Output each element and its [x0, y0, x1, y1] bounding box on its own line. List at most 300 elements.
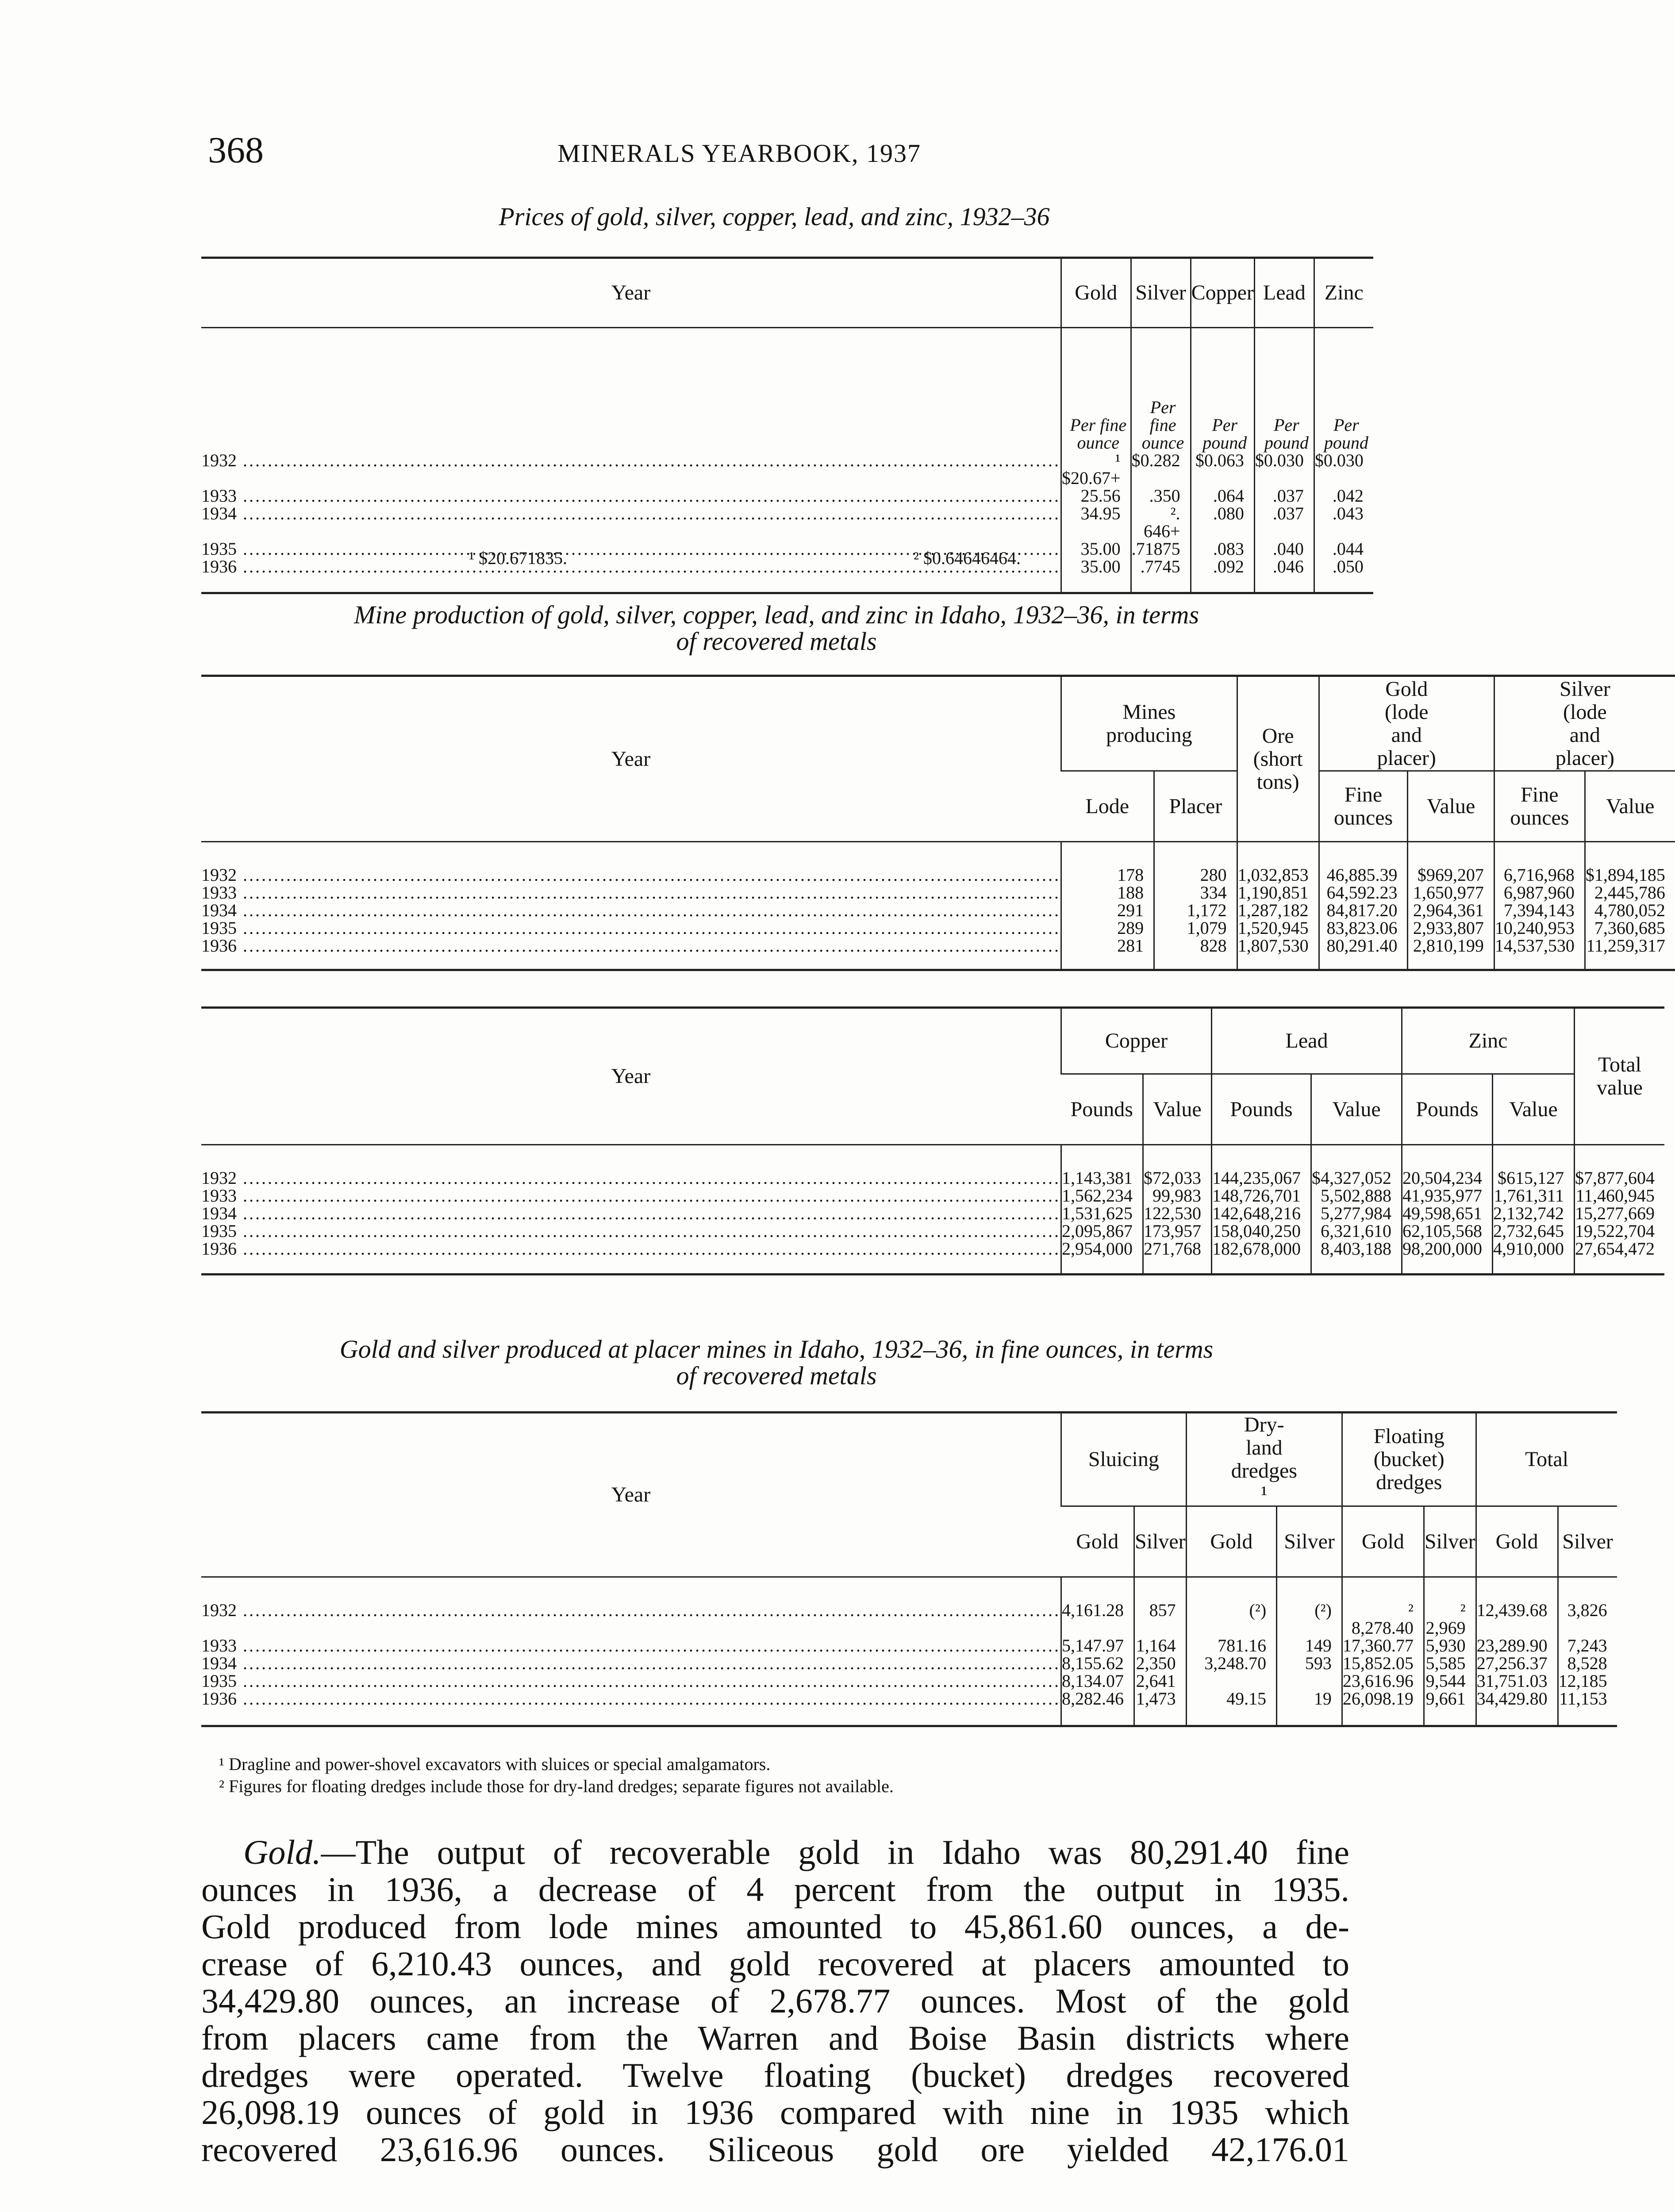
spacer-row	[201, 1258, 1664, 1275]
spacer-row	[201, 842, 1675, 866]
year-label: 1935 .....	[201, 919, 1060, 937]
table-cell	[1131, 487, 1191, 505]
table-cell	[1402, 1205, 1493, 1222]
t3-sluicing-silver: Silver	[1134, 1506, 1187, 1577]
t3-sluicing-gold: Gold	[1061, 1506, 1134, 1577]
table-cell	[1476, 1601, 1558, 1637]
table-cell	[1493, 1169, 1575, 1187]
row-year	[201, 505, 1061, 540]
table-cell	[1212, 1187, 1311, 1205]
cell-value: .7745	[1140, 556, 1180, 576]
cell-value: 11,153	[1559, 1688, 1607, 1709]
table-cell	[1061, 1637, 1134, 1655]
cell-value: 12,439.68	[1476, 1600, 1548, 1620]
table-row	[201, 1672, 1617, 1690]
spacer-cell	[1277, 1708, 1342, 1726]
cell-value: 2,132,742	[1493, 1203, 1564, 1223]
cell-value: 35.00	[1080, 538, 1121, 559]
col-zinc: Zinc	[1314, 258, 1373, 328]
cell-value: 98,200,000	[1402, 1238, 1482, 1259]
table-cell	[1237, 919, 1319, 937]
table-cell	[1237, 902, 1319, 919]
table-row	[201, 1205, 1664, 1222]
t3-dryland-header: Dry-land dredges ¹	[1186, 1413, 1342, 1506]
table-cell	[1134, 1690, 1187, 1708]
table-cell	[1186, 1672, 1276, 1690]
spacer-cell	[1493, 1258, 1575, 1275]
cell-value: 1,164	[1136, 1635, 1176, 1655]
cell-value: 1,287,182	[1237, 900, 1309, 920]
table-cell	[1061, 866, 1154, 884]
table-cell	[1408, 919, 1494, 937]
spacer-cell	[1319, 955, 1408, 970]
table-cell	[1143, 1240, 1212, 1258]
table-cell	[1061, 1672, 1134, 1690]
table-cell	[1493, 1205, 1575, 1222]
table2-caption-line2: of recovered metals	[676, 627, 877, 656]
spacer-cell	[1061, 1145, 1143, 1169]
spacer-cell	[201, 1577, 1061, 1601]
spacer-cell	[1311, 1145, 1402, 1169]
cell-value: 14,537,530	[1494, 935, 1575, 956]
table-row	[201, 558, 1373, 576]
table-cell	[1143, 1205, 1212, 1222]
paragraph-lead: Gold.	[243, 1833, 321, 1871]
cell-value: 8,403,188	[1321, 1238, 1391, 1259]
table-cell	[1408, 902, 1494, 919]
cell-value: .044	[1332, 538, 1364, 559]
table-cell	[1402, 1169, 1493, 1187]
cell-value: 289	[1117, 918, 1144, 938]
table-cell	[1154, 902, 1237, 919]
table-cell	[1061, 937, 1154, 955]
paragraph-line: 34,429.80 ounces, an increase of 2,678.77 ounces. Most of the gold	[201, 1982, 1349, 2020]
cell-value: 2,964,361	[1413, 900, 1484, 920]
row-year	[201, 1601, 1061, 1637]
table-row	[201, 1240, 1664, 1258]
table-cell	[1061, 487, 1131, 505]
table-cell	[1424, 1672, 1476, 1690]
cell-value: .71875	[1131, 538, 1180, 559]
spacer-cell	[1061, 842, 1154, 866]
table-cell	[1254, 452, 1314, 487]
table-cell	[1186, 1637, 1276, 1655]
p1-silver-value-header: Value	[1585, 771, 1675, 842]
cell-value: 173,957	[1144, 1221, 1201, 1241]
table-cell	[1314, 452, 1373, 487]
table-cell	[1424, 1601, 1476, 1637]
unit-label: Per fine ounce	[1131, 328, 1191, 452]
table-cell	[1402, 1187, 1493, 1205]
table-cell	[1212, 1169, 1311, 1187]
cell-value: 4,910,000	[1493, 1238, 1564, 1259]
table-cell	[1408, 866, 1494, 884]
cell-value: $4,327,052	[1312, 1167, 1391, 1188]
cell-value: 1,562,234	[1062, 1185, 1133, 1206]
spacer-cell	[1319, 842, 1408, 866]
p1-gold-header: Gold (lode and placer)	[1319, 676, 1494, 771]
year-label: 1932 .....	[201, 866, 1060, 884]
table-cell	[1575, 1205, 1665, 1222]
table-cell	[1476, 1655, 1558, 1672]
table-cell	[1237, 937, 1319, 955]
cell-value: 8,282.46	[1062, 1688, 1124, 1709]
col-gold: Gold	[1061, 258, 1131, 328]
table-cell	[1277, 1655, 1342, 1672]
spacer-cell	[1408, 842, 1494, 866]
cell-value: 7,394,143	[1503, 900, 1575, 920]
cell-value: 9,661	[1425, 1688, 1466, 1709]
table-cell	[1314, 558, 1373, 576]
table-cell	[1585, 884, 1675, 902]
spacer-cell	[201, 576, 1061, 593]
units-spacer	[201, 328, 1061, 452]
cell-value: 178	[1117, 864, 1144, 885]
table-cell	[1424, 1637, 1476, 1655]
table3-footnote-2: ² Figures for floating dredges include those for dry-land dredges; separate figures not available.	[219, 1776, 894, 1796]
table-cell	[1408, 937, 1494, 955]
table-cell	[1575, 1240, 1665, 1258]
table-row	[201, 919, 1675, 937]
table-cell	[1319, 866, 1408, 884]
row-year	[201, 919, 1061, 937]
table-cell	[1186, 1690, 1276, 1708]
cell-value: $0.030	[1314, 450, 1364, 470]
p2-total-header: Total value	[1575, 1008, 1665, 1145]
cell-value: $1,894,185	[1585, 864, 1665, 885]
cell-value: 2,954,000	[1062, 1238, 1133, 1259]
cell-value: 5,930	[1425, 1635, 1466, 1655]
table-cell	[1143, 1222, 1212, 1240]
table-cell	[1061, 540, 1131, 558]
table-row	[201, 1690, 1617, 1708]
spacer-cell	[201, 955, 1061, 970]
cell-value: 80,291.40	[1326, 935, 1398, 956]
spacer-cell	[1424, 1577, 1476, 1601]
cell-value: 781.16	[1218, 1635, 1267, 1655]
table-cell	[1061, 452, 1131, 487]
cell-value: .050	[1332, 556, 1364, 576]
p2-copper-value-header: Value	[1143, 1074, 1212, 1145]
spacer-cell	[1314, 576, 1373, 593]
year-label: 1933 .....	[201, 1187, 1060, 1205]
t3-year-header: Year	[201, 1413, 1061, 1577]
cell-value: 2,350	[1136, 1653, 1176, 1673]
table-cell	[1061, 884, 1154, 902]
spacer-cell	[1212, 1145, 1311, 1169]
col-silver: Silver	[1131, 258, 1191, 328]
cell-value: 271,768	[1144, 1238, 1201, 1259]
col-lead: Lead	[1254, 258, 1314, 328]
table-cell	[1154, 884, 1237, 902]
table-row	[201, 866, 1675, 884]
table-cell	[1558, 1672, 1617, 1690]
table-cell	[1212, 1240, 1311, 1258]
row-year	[201, 452, 1061, 487]
table-cell	[1314, 505, 1373, 540]
p2-zinc-value-header: Value	[1493, 1074, 1575, 1145]
cell-value: .092	[1213, 556, 1244, 576]
spacer-cell	[1061, 955, 1154, 970]
cell-value: $0.282	[1131, 450, 1180, 470]
p2-lead-value-header: Value	[1311, 1074, 1402, 1145]
table-cell	[1191, 558, 1254, 576]
table-cell	[1131, 452, 1191, 487]
p2-copper-header: Copper	[1061, 1008, 1212, 1074]
table-cell	[1134, 1655, 1187, 1672]
cell-value: 17,360.77	[1342, 1635, 1414, 1655]
table-row	[201, 902, 1675, 919]
row-year	[201, 937, 1061, 955]
table-cell	[1154, 937, 1237, 955]
table-cell	[1254, 487, 1314, 505]
cell-value: .046	[1272, 556, 1304, 576]
cell-value: 23,289.90	[1476, 1635, 1548, 1655]
cell-value: 49,598,651	[1402, 1203, 1482, 1223]
table-row	[201, 505, 1373, 540]
table-cell	[1061, 1205, 1143, 1222]
year-label: 1933 .....	[201, 1637, 1060, 1655]
unit-label: Per pound	[1254, 328, 1314, 452]
table-cell	[1342, 1690, 1424, 1708]
year-label: 1934 .....	[201, 1205, 1060, 1222]
cell-value: 1,807,530	[1237, 935, 1309, 956]
table-cell	[1061, 902, 1154, 919]
table-cell	[1493, 1222, 1575, 1240]
table-cell	[1061, 558, 1131, 576]
table-cell	[1585, 937, 1675, 955]
table-cell	[1237, 866, 1319, 884]
cell-value: 2,810,199	[1413, 935, 1484, 956]
table-cell	[1154, 866, 1237, 884]
t3-total-silver: Silver	[1558, 1506, 1617, 1577]
table-row	[201, 1222, 1664, 1240]
spacer-row	[201, 955, 1675, 970]
year-label: 1934 .....	[201, 902, 1060, 919]
cell-value: 1,520,945	[1237, 918, 1309, 938]
table-cell	[1342, 1655, 1424, 1672]
cell-value: 2,641	[1136, 1671, 1176, 1691]
cell-value: 11,259,317	[1586, 935, 1665, 956]
cell-value: 2,933,807	[1413, 918, 1484, 938]
table-cell	[1254, 558, 1314, 576]
cell-value: (²)	[1249, 1600, 1267, 1620]
paragraph-line: 26,098.19 ounces of gold in 1936 compared with nine in 1935 which	[201, 2093, 1349, 2131]
cell-value: 27,654,472	[1575, 1238, 1655, 1259]
row-year	[201, 487, 1061, 505]
row-year	[201, 1672, 1061, 1690]
gold-paragraph	[201, 1834, 1349, 2168]
spacer-cell	[1061, 1577, 1134, 1601]
cell-value: 11,460,945	[1575, 1185, 1655, 1206]
table2-caption-line1: Mine production of gold, silver, copper, lead, and zinc in Idaho, 1932–36, in terms	[353, 600, 1199, 629]
cell-value: 15,277,669	[1575, 1203, 1655, 1223]
cell-value: .042	[1332, 485, 1364, 506]
table-cell	[1424, 1690, 1476, 1708]
unit-label: Per fine ounce	[1061, 328, 1131, 452]
cell-value: 84,817.20	[1326, 900, 1398, 920]
table-row	[201, 452, 1373, 487]
table1-caption: Prices of gold, silver, copper, lead, and zinc, 1932–36	[499, 202, 1050, 231]
spacer-cell	[1476, 1708, 1558, 1726]
running-title: MINERALS YEARBOOK, 1937	[557, 139, 922, 168]
p2-copper-pounds-header: Pounds	[1061, 1074, 1143, 1145]
spacer-row	[201, 1145, 1664, 1169]
table-cell	[1314, 540, 1373, 558]
t3-total-header: Total	[1476, 1413, 1617, 1506]
spacer-row	[201, 1577, 1617, 1601]
cell-value: 1,761,311	[1494, 1185, 1564, 1206]
cell-value: .037	[1272, 503, 1304, 523]
year-label: 1936 .....	[201, 558, 1060, 576]
spacer-cell	[1186, 1708, 1276, 1726]
table-cell	[1061, 1601, 1134, 1637]
units-row	[201, 328, 1373, 452]
year-label: 1936 .....	[201, 1690, 1060, 1708]
cell-value: 27,256.37	[1476, 1653, 1548, 1673]
table-cell	[1143, 1169, 1212, 1187]
p1-gold-fine-header: Fine ounces	[1319, 771, 1408, 842]
cell-value: 182,678,000	[1212, 1238, 1301, 1259]
p2-lead-header: Lead	[1212, 1008, 1402, 1074]
cell-value: 3,826	[1567, 1600, 1607, 1620]
table-row	[201, 487, 1373, 505]
table-cell	[1402, 1222, 1493, 1240]
table-cell	[1558, 1690, 1617, 1708]
table-cell	[1319, 902, 1408, 919]
table-cell	[1476, 1690, 1558, 1708]
cell-value: 1,172	[1187, 900, 1227, 920]
table-cell	[1277, 1690, 1342, 1708]
cell-value: 4,161.28	[1062, 1600, 1124, 1620]
cell-value: 2,445,786	[1594, 882, 1665, 902]
table3-caption-line2: of recovered metals	[676, 1361, 877, 1390]
cell-value: (²)	[1314, 1600, 1332, 1620]
cell-value: 1,032,853	[1237, 864, 1309, 885]
t3-floating-gold: Gold	[1342, 1506, 1424, 1577]
paragraph-line: Gold produced from lode mines amounted to 45,861.60 ounces, a de-	[201, 1907, 1349, 1946]
table3-caption-line1: Gold and silver produced at placer mines in Idaho, 1932–36, in fine ounces, in terms	[339, 1335, 1214, 1363]
cell-value: 281	[1117, 935, 1144, 956]
spacer-cell	[1154, 955, 1237, 970]
table-row	[201, 1601, 1617, 1637]
year-label: 1936 .....	[201, 937, 1060, 955]
table-cell	[1191, 452, 1254, 487]
cell-value: 46,885.39	[1326, 864, 1398, 885]
cell-value: 4,780,052	[1594, 900, 1665, 920]
table-cell	[1237, 884, 1319, 902]
cell-value: 291	[1117, 900, 1144, 920]
table-cell	[1212, 1205, 1311, 1222]
t3-dryland-gold: Gold	[1186, 1506, 1276, 1577]
table-cell	[1154, 919, 1237, 937]
spacer-cell	[1402, 1145, 1493, 1169]
cell-value: 10,240,953	[1494, 918, 1575, 938]
table-cell	[1342, 1601, 1424, 1637]
cell-value: 19	[1314, 1688, 1332, 1709]
spacer-cell	[1585, 842, 1675, 866]
spacer-cell	[1493, 1145, 1575, 1169]
table-cell	[1319, 937, 1408, 955]
cell-value: 9,544	[1425, 1671, 1466, 1691]
cell-value: 5,277,984	[1321, 1203, 1391, 1223]
cell-value: $72,033	[1144, 1167, 1201, 1188]
cell-value: 144,235,067	[1212, 1167, 1301, 1188]
table1-footnote-2: ² $0.64646464.	[914, 548, 1021, 568]
cell-value: 23,616.96	[1342, 1671, 1414, 1691]
cell-value: 1,079	[1187, 918, 1227, 938]
spacer-cell	[1143, 1258, 1212, 1275]
spacer-cell	[1311, 1258, 1402, 1275]
cell-value: 593	[1305, 1653, 1332, 1673]
table-row	[201, 1169, 1664, 1187]
table-cell	[1131, 540, 1191, 558]
spacer-cell	[1134, 1708, 1187, 1726]
row-year	[201, 1205, 1061, 1222]
table-cell	[1476, 1672, 1558, 1690]
cell-value: 12,185	[1558, 1671, 1607, 1691]
spacer-cell	[1494, 842, 1585, 866]
cell-value: .080	[1213, 503, 1244, 523]
cell-value: 1,473	[1136, 1688, 1176, 1709]
spacer-cell	[1212, 1258, 1311, 1275]
spacer-cell	[1154, 842, 1237, 866]
cell-value: 2,095,867	[1062, 1221, 1133, 1241]
cell-value: 20,504,234	[1402, 1167, 1482, 1188]
table-cell	[1277, 1672, 1342, 1690]
table-cell	[1494, 919, 1585, 937]
cell-value: 122,530	[1144, 1203, 1201, 1223]
table-cell	[1575, 1187, 1665, 1205]
table-cell	[1494, 884, 1585, 902]
spacer-cell	[1237, 955, 1319, 970]
cell-value: 15,852.05	[1342, 1653, 1414, 1673]
spacer-cell	[1254, 576, 1314, 593]
year-label: 1935 .....	[201, 1672, 1060, 1690]
spacer-cell	[1191, 576, 1254, 593]
table-cell	[1134, 1601, 1187, 1637]
table-cell	[1402, 1240, 1493, 1258]
cell-value: 7,360,685	[1594, 918, 1665, 938]
cell-value: .064	[1213, 485, 1244, 506]
table-cell	[1558, 1655, 1617, 1672]
spacer-cell	[1061, 1258, 1143, 1275]
cell-value: 5,585	[1425, 1653, 1466, 1673]
table-cell	[1254, 540, 1314, 558]
row-year	[201, 884, 1061, 902]
spacer-cell	[1408, 955, 1494, 970]
p1-gold-value-header: Value	[1408, 771, 1494, 842]
t3-sluicing-header: Sluicing	[1061, 1413, 1187, 1506]
spacer-cell	[1186, 1577, 1276, 1601]
table-row	[201, 1637, 1617, 1655]
spacer-cell	[201, 1708, 1061, 1726]
cell-value: 1,143,381	[1062, 1167, 1133, 1188]
spacer-cell	[1277, 1577, 1342, 1601]
cell-value: ² 2,969	[1425, 1600, 1466, 1638]
spacer-cell	[1061, 1708, 1134, 1726]
table-cell	[1186, 1655, 1276, 1672]
table-cell	[1277, 1601, 1342, 1637]
spacer-cell	[1237, 842, 1319, 866]
cell-value: 1,531,625	[1062, 1203, 1133, 1223]
cell-value: 5,147.97	[1062, 1635, 1124, 1655]
spacer-cell	[1494, 955, 1585, 970]
spacer-cell	[1585, 955, 1675, 970]
table-cell	[1061, 919, 1154, 937]
cell-value: 5,502,888	[1321, 1185, 1391, 1206]
cell-value: ² 8,278.40	[1351, 1600, 1414, 1638]
